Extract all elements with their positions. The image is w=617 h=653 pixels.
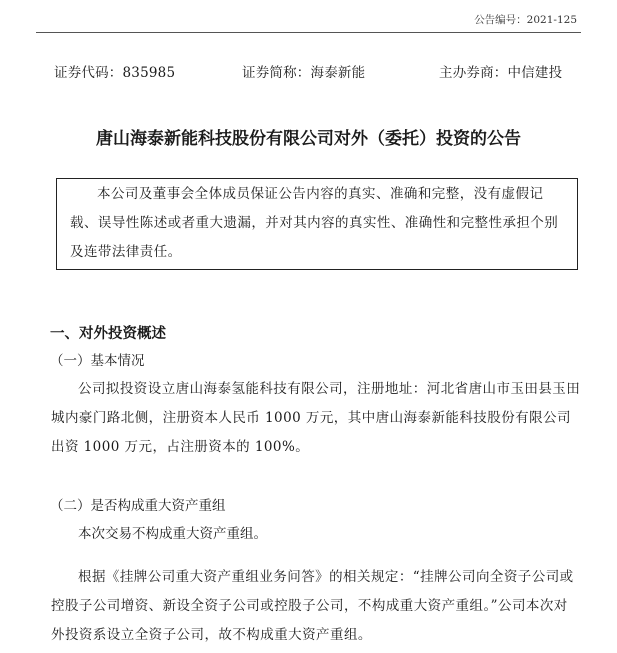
basic-info-paragraph: 公司拟投资设立唐山海泰氢能科技有限公司，注册地址：河北省唐山市玉田县玉田城内豪门路北侧，注册资本人民币 1000 万元，其中唐山海泰新能科技股份有限公司出资 1000 万元，占注册资本的 100%。 xyxy=(51,381,581,455)
restructuring-statement: 本次交易不构成重大资产重组。 xyxy=(78,526,267,542)
security-abbreviation: 证券简称：海泰新能 xyxy=(242,65,366,81)
section-title: 一、对外投资概述 xyxy=(50,326,166,342)
restructuring-paragraph: 根据《挂牌公司重大资产重组业务问答》的相关规定：“挂牌公司向全资子公司或控股子公司增资、新设全资子公司或控股子公司，不构成重大资产重组。”公司本次对外投资系设立全资子公司，故不构成重大资产重组。 xyxy=(51,569,574,643)
subsection-title-restructuring: （二）是否构成重大资产重组 xyxy=(50,498,226,514)
announcement-number: 公告编号：2021-125 xyxy=(474,14,577,26)
document-title: 唐山海泰新能科技股份有限公司对外（委托）投资的公告 xyxy=(96,129,521,149)
declaration-text: 本公司及董事会全体成员保证公告内容的真实、准确和完整，没有虚假记载、误导性陈述或者重大遗漏，并对其内容的真实性、准确性和完整性承担个别及连带法律责任。 xyxy=(70,186,559,260)
security-code: 证券代码：835985 xyxy=(54,65,176,81)
subsection-title-basic-info: （一）基本情况 xyxy=(50,353,145,369)
sponsor-broker: 主办券商：中信建投 xyxy=(439,65,563,81)
header-divider xyxy=(36,32,581,33)
